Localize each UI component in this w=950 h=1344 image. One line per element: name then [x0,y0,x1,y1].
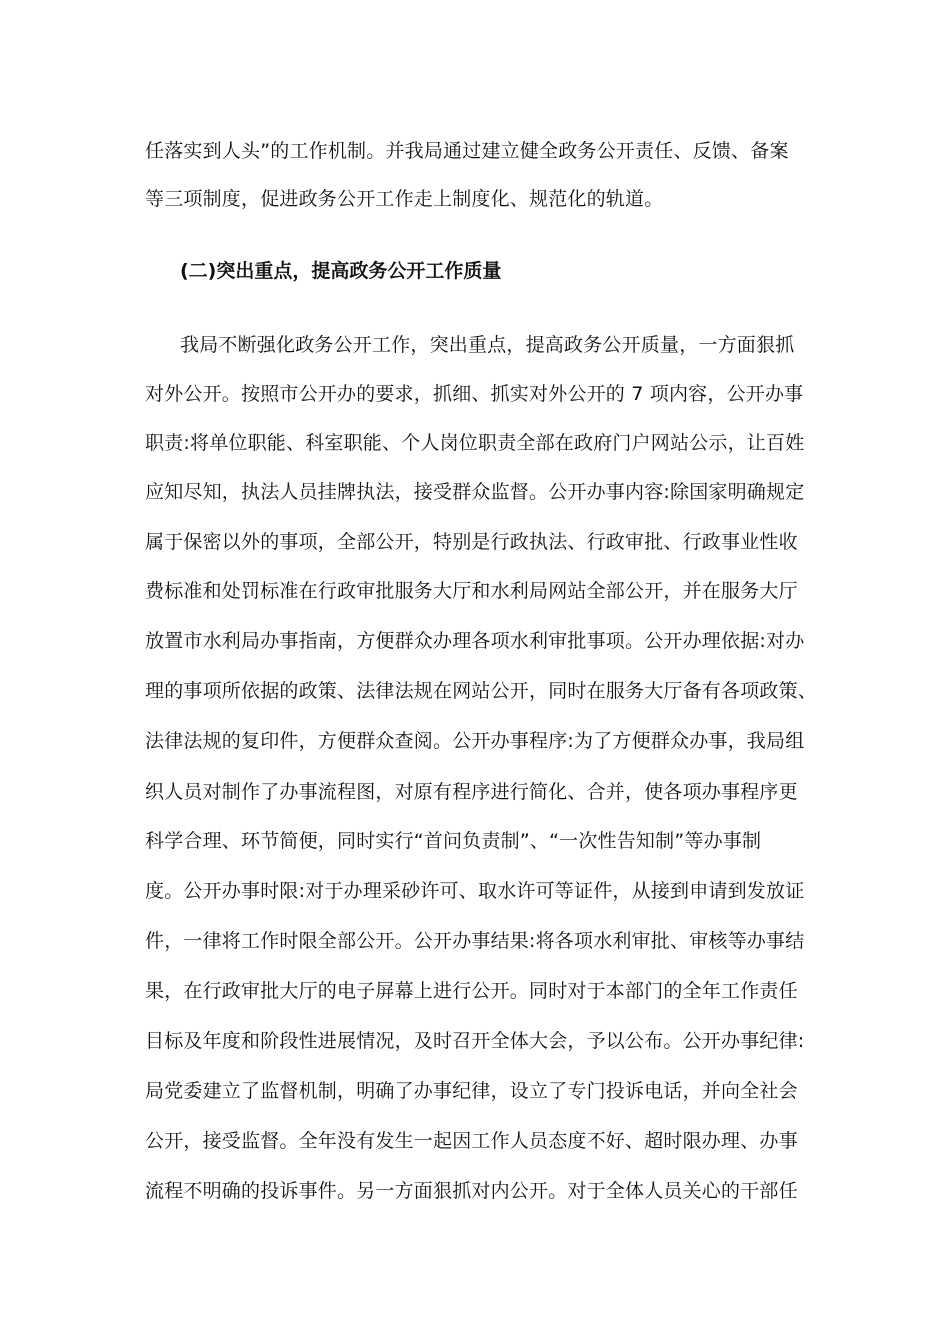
paragraph-line-15: 目标及年度和阶段性进展情况，及时召开全体大会，予以公布。公开办事纪律: [145,1030,805,1052]
paragraph-line-14: 果，在行政审批大厅的电子屏幕上进行公开。同时对于本部门的全年工作责任 [145,980,798,1002]
paragraph-line-9: 法律法规的复印件，方便群众查阅。公开办事程序:为了方便群众办事，我局组 [145,730,805,752]
paragraph-line-3: 职责:将单位职能、科室职能、个人岗位职责全部在政府门户网站公示，让百姓 [145,432,805,454]
paragraph-line-8: 理的事项所依据的政策、法律法规在网站公开，同时在服务大厅备有各项政策、 [145,680,818,702]
paragraph-line-4: 应知尽知，执法人员挂牌执法，接受群众监督。公开办事内容:除国家明确规定 [145,481,805,503]
paragraph-line-10: 织人员对制作了办事流程图，对原有程序进行简化、合并，使各项办事程序更 [145,781,798,803]
paragraph-line-1: 我局不断强化政务公开工作，突出重点，提高政务公开质量，一方面狠抓 [180,334,795,356]
paragraph-line-13: 件，一律将工作时限全部公开。公开办事结果:将各项水利审批、审核等办事结 [145,930,805,952]
intro-line-2: 等三项制度，促进政务公开工作走上制度化、规范化的轨道。 [145,188,664,210]
intro-line-1: 任落实到人头”的工作机制。并我局通过建立健全政务公开责任、反馈、备案 [145,140,789,162]
paragraph-line-7: 放置市水利局办事指南，方便群众办理各项水利审批事项。公开办理依据:对办 [145,630,805,652]
paragraph-line-12: 度。公开办事时限:对于办理采砂许可、取水许可等证件，从接到申请到发放证 [145,880,805,902]
paragraph-line-5: 属于保密以外的事项，全部公开，特别是行政执法、行政审批、行政事业性收 [145,531,798,553]
paragraph-line-16: 局党委建立了监督机制，明确了办事纪律，设立了专门投诉电话，并向全社会 [145,1080,798,1102]
paragraph-line-2: 对外公开。按照市公开办的要求，抓细、抓实对外公开的 7 项内容，公开办事 [145,383,804,405]
paragraph-line-6: 费标准和处罚标准在行政审批服务大厅和水利局网站全部公开，并在服务大厅 [145,580,798,602]
paragraph-line-17: 公开，接受监督。全年没有发生一起因工作人员态度不好、超时限办理、办事 [145,1130,798,1152]
paragraph-line-11: 科学合理、环节简便，同时实行“首问负责制”、“一次性告知制”等办事制 [145,830,762,852]
section-heading: (二)突出重点，提高政务公开工作质量 [180,260,502,282]
paragraph-line-18: 流程不明确的投诉事件。另一方面狠抓对内公开。对于全体人员关心的干部任 [145,1180,798,1202]
